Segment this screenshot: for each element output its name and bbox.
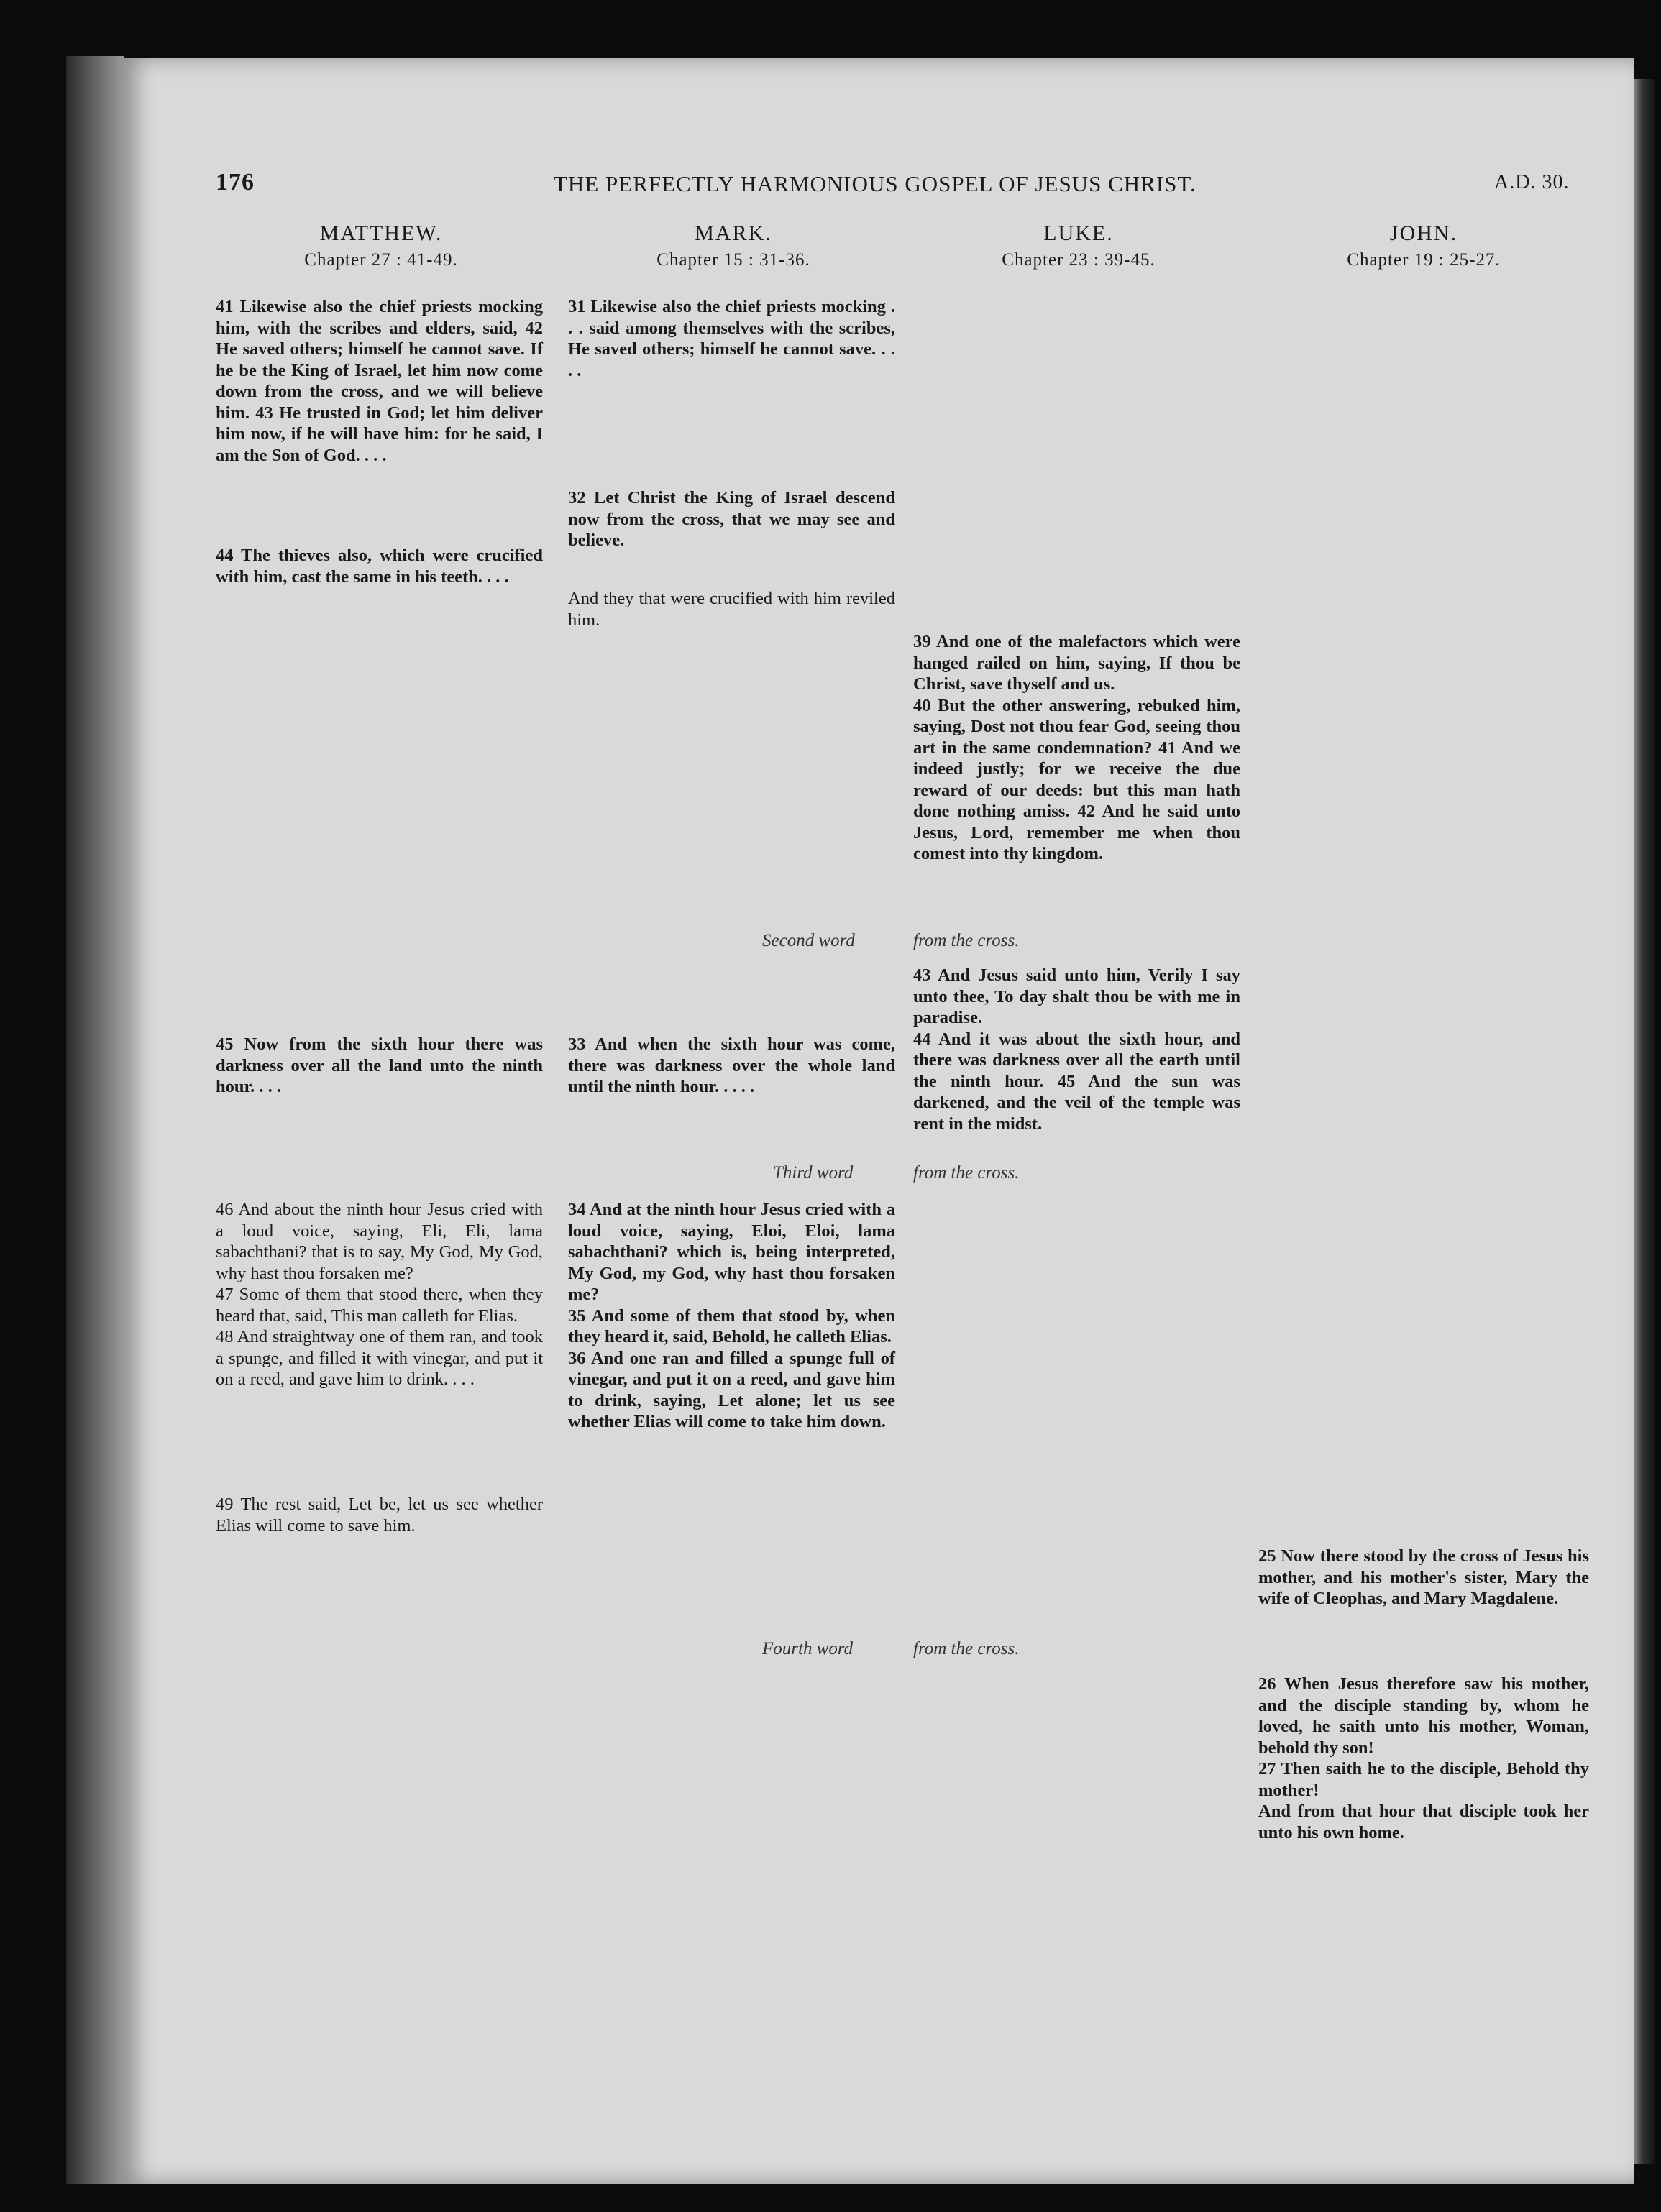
verse-block-matthew-45: 45 Now from the sixth hour there was darkness over all the land unto the ninth hour. . . . bbox=[216, 1034, 548, 1096]
verse-block-john-26-27: 26 When Jesus therefore saw his mother, and the disciple standing by, whom he loved, he saith unto his mother, Woman, behold thy son! 27 Then saith he to the disciple, Behold thy mother! And from that hour that disciple took her unto his own home. bbox=[1258, 1674, 1589, 1842]
chapter-ref: Chapter 15 : 31-36. bbox=[656, 250, 810, 270]
section-divider-fourth-word-left: Fourth word bbox=[762, 1639, 854, 1658]
book-page bbox=[122, 58, 1634, 2184]
chapter-ref: Chapter 23 : 39-45. bbox=[1002, 250, 1156, 270]
book-spine-shadow bbox=[66, 56, 124, 2184]
verse-block-mark-34-36: 34 And at the ninth hour Jesus cried with a loud voice, saying, Eloi, Eloi, lama sabachthani? which is, being interpreted, My God, my God, why hast thou forsaken me? 35 And some of them that stood by, when they heard it, said, Behold, he calleth Elias. 36 And one ran and filled a spunge full of vinegar, and put it on a reed, and gave him to drink, saying, Let alone; let us see whether Elias will come to take him down. bbox=[568, 1200, 895, 1431]
section-divider-third-word-right: from the cross. bbox=[913, 1163, 1020, 1183]
running-date: A.D. 30. bbox=[1494, 171, 1570, 193]
chapter-ref: Chapter 19 : 25-27. bbox=[1347, 250, 1501, 270]
column-head-luke bbox=[913, 221, 1244, 270]
running-title: THE PERFECTLY HARMONIOUS GOSPEL OF JESUS CHRIST. bbox=[554, 171, 1196, 196]
verse-block-john-25: 25 Now there stood by the cross of Jesus his mother, and his mother's sister, Mary the wife of Cleophas, and Mary Magdalene. bbox=[1258, 1546, 1594, 1608]
chapter-ref: Chapter 27 : 41-49. bbox=[304, 250, 458, 270]
section-divider-fourth-word-right: from the cross. bbox=[913, 1639, 1020, 1658]
column-name: JOHN. bbox=[1389, 221, 1458, 245]
verse-block-luke-43-45: 43 And Jesus said unto him, Verily I say unto thee, To day shalt thou be with me in paradise. 44 And it was about the sixth hour, and there was darkness over all the earth until the ninth hour. 45 And the sun was darkened, and the veil of the temple was rent in the midst. bbox=[913, 965, 1240, 1134]
verse-block-mark-33: 33 And when the sixth hour was come, there was darkness over the whole land until the ninth hour. . . . . bbox=[568, 1034, 900, 1096]
column-head-john bbox=[1258, 221, 1589, 270]
page-edge-right bbox=[1634, 79, 1655, 2164]
section-divider-second-word-right: from the cross. bbox=[913, 931, 1020, 950]
verse-block-mark-31: 31 Likewise also the chief priests mocking . . . said among themselves with the scribes, He saved others; himself he cannot save. . . . . bbox=[568, 297, 900, 380]
column-head-matthew bbox=[216, 221, 546, 270]
verse-block-mark-32b: And they that were crucified with him reviled him. bbox=[568, 589, 900, 630]
column-name: MATTHEW. bbox=[319, 221, 443, 245]
verse-block-mark-32: 32 Let Christ the King of Israel descend now from the cross, that we may see and believe. bbox=[568, 488, 900, 550]
section-divider-third-word-left: Third word bbox=[773, 1163, 854, 1183]
verse-block-matthew-49: 49 The rest said, Let be, let us see whether Elias will come to save him. bbox=[216, 1495, 548, 1536]
verse-block-matthew-46-48: 46 And about the ninth hour Jesus cried with a loud voice, saying, Eli, Eli, lama sabachthani? that is to say, My God, My God, why hast thou forsaken me? 47 Some of them that stood there, when they heard that, said, This man calleth for Elias. 48 And straightway one of them ran, and took a spunge, and filled it with vinegar, and put it on a reed, and gave him to drink. . . . bbox=[216, 1200, 543, 1389]
column-name: MARK. bbox=[695, 221, 772, 245]
column-head-mark bbox=[568, 221, 899, 270]
page-number: 176 bbox=[216, 169, 255, 196]
verse-block-luke-39-42: 39 And one of the malefactors which were hanged railed on him, saying, If thou be Christ, save thyself and us. 40 But the other answering, rebuked him, saying, Dost not thou fear God, seeing thou art in the same condemnation? 41 And we indeed justly; for we receive the due reward of our deeds: but this man hath done nothing amiss. 42 And he said unto Jesus, Lord, remember me when thou comest into thy kingdom. bbox=[913, 632, 1240, 863]
verse-block-matthew-44: 44 The thieves also, which were crucified with him, cast the same in his teeth. . . . bbox=[216, 546, 548, 587]
verse-block-matthew-41-43: 41 Likewise also the chief priests mocking him, with the scribes and elders, said, 42 He saved others; himself he cannot save. If he be the King of Israel, let him now come down from the cross, and we will believe him. 43 He trusted in God; let him deliver him now, if he will have him: for he said, I am the Son of God. . . . bbox=[216, 297, 548, 465]
section-divider-second-word-left: Second word bbox=[762, 931, 855, 950]
column-name: LUKE. bbox=[1043, 221, 1114, 245]
